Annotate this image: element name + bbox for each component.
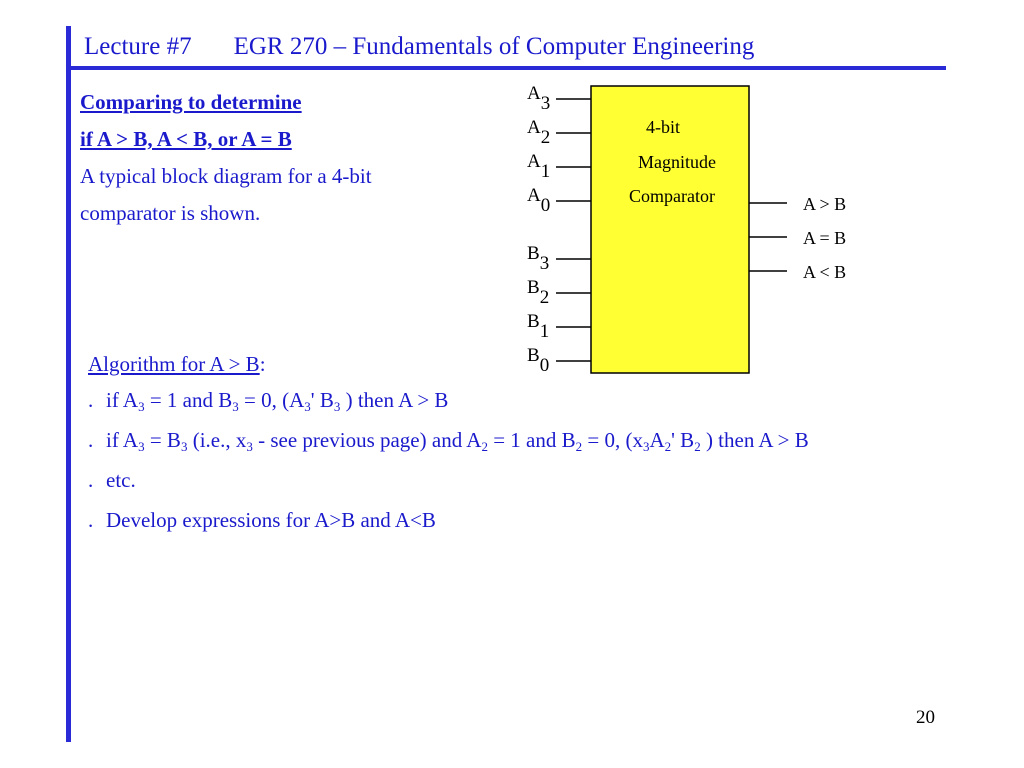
intro-text-line1: A typical block diagram for a 4-bit: [80, 164, 372, 188]
input-label-b1: B1: [527, 311, 550, 342]
intro-heading-line2: if A > B, A < B, or A = B: [80, 127, 292, 151]
input-label-a2: A2: [527, 117, 551, 148]
intro-heading-line1: Comparing to determine: [80, 90, 302, 114]
intro-text-line2: comparator is shown.: [80, 201, 261, 225]
input-label-a3: A3: [527, 83, 551, 114]
input-label-b2: B2: [527, 277, 550, 308]
algorithm-item-3: . etc.: [88, 468, 136, 492]
page-number: 20: [916, 707, 935, 728]
algorithm-block: [88, 348, 809, 540]
input-label-b3: B3: [527, 243, 550, 274]
lecture-number: Lecture #7: [84, 33, 192, 60]
algorithm-heading: Algorithm for A > B:: [88, 352, 266, 376]
output-label-gt: A > B: [803, 194, 847, 214]
output-label-eq: A = B: [803, 228, 847, 248]
block-label-line1: 4-bit: [646, 117, 680, 137]
input-label-b0: B0: [527, 345, 550, 376]
block-label-line2: Magnitude: [638, 152, 716, 172]
algorithm-item-1: . if $A_3 = 1$ and $B_3 = 0$, ($A_3'$ $B_3$ ) then A > B: [88, 388, 449, 414]
algorithm-item-2: . if $A_3 = B_3$ (i.e., $x_3$ - see previous page) and $A_2 = 1$ and $B_2 = 0$, ($x_3A_2'$ $B_2$ ) then A > B: [88, 428, 809, 454]
output-label-lt: A < B: [803, 262, 847, 282]
algorithm-item-4: . Develop expressions for A>B and A<B: [88, 508, 436, 532]
block-label-line3: Comparator: [629, 186, 715, 206]
course-title: EGR 270 – Fundamentals of Computer Engineering: [233, 33, 755, 60]
input-label-a0: A0: [527, 185, 551, 216]
input-label-a1: A1: [527, 151, 551, 182]
